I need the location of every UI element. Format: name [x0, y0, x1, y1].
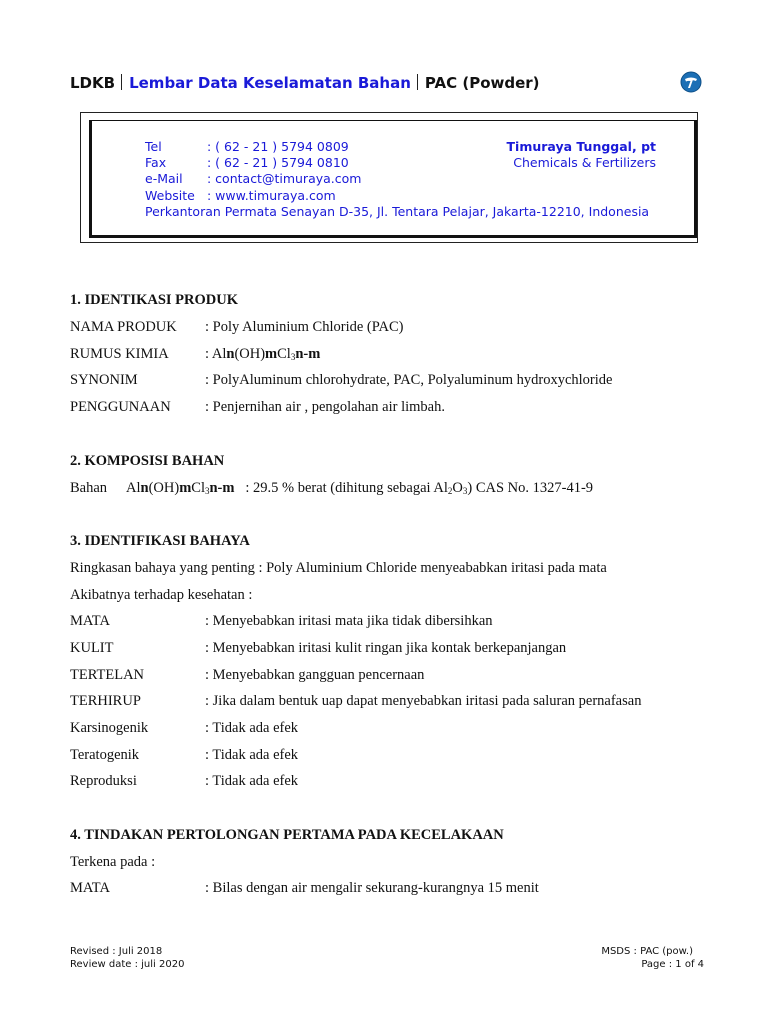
- row-value: : PolyAluminum chlorohydrate, PAC, Polyaluminum hydroxychloride: [205, 372, 613, 388]
- header-separator: [417, 74, 418, 90]
- row-key: TERTELAN: [70, 667, 145, 683]
- document-title: Lembar Data Keselamatan Bahan: [129, 74, 411, 92]
- row-value: : Menyebabkan gangguan pencernaan: [205, 667, 425, 683]
- row-value: : Poly Aluminium Chloride (PAC): [205, 319, 404, 335]
- row-key: KULIT: [70, 640, 114, 656]
- row-value: : Jika dalam bentuk uap dapat menyebabkan iritasi pada saluran pernafasan: [205, 693, 642, 709]
- company-tagline: Chemicals & Fertilizers: [513, 155, 656, 170]
- row-key: Teratogenik: [70, 747, 140, 763]
- row-value: : Tidak ada efek: [205, 720, 299, 736]
- contact-email: [145, 171, 361, 186]
- website-label: Website: [145, 188, 195, 203]
- chemical-formula: : Aln(OH)mCl$_3$n-m: [205, 346, 321, 362]
- row-key: Karsinogenik: [70, 720, 149, 736]
- section-4-intro: Terkena pada :: [70, 854, 156, 870]
- composition-value: Aln(OH)mCl$_3$n-m : 29.5 % berat (dihitung sebagai $Al_2O_3$) CAS No. 1327-41-9: [126, 480, 594, 496]
- company-name: Timuraya Tunggal, pt: [506, 139, 656, 154]
- footer-review-date: Review date : juli 2020: [70, 959, 185, 970]
- contact-fax: [145, 155, 349, 170]
- row-key: Reproduksi: [70, 773, 137, 789]
- contact-tel: [145, 139, 349, 154]
- row-key: MATA: [70, 880, 110, 896]
- hazard-summary: Ringkasan bahaya yang penting : Poly Aluminium Chloride menyeababkan iritasi pada mata: [70, 560, 607, 576]
- row-key: SYNONIM: [70, 372, 138, 388]
- section-1-title: 1. IDENTIKASI PRODUK: [70, 292, 238, 308]
- section-4-title: 4. TINDAKAN PERTOLONGAN PERTAMA PADA KECELAKAAN: [70, 827, 504, 843]
- contact-address: Perkantoran Permata Senayan D-35, Jl. Tentara Pelajar, Jakarta-12210, Indonesia: [145, 204, 650, 219]
- timuraya-logo-icon: [680, 71, 702, 93]
- fax-value: : ( 62 - 21 ) 5794 0810: [207, 155, 349, 170]
- footer-revised: Revised : Juli 2018: [70, 946, 163, 957]
- row-value: : Tidak ada efek: [205, 747, 299, 763]
- row-key: TERHIRUP: [70, 693, 141, 709]
- header-separator: [121, 74, 122, 90]
- row-key: NAMA PRODUK: [70, 319, 177, 335]
- bahan-label: Bahan: [70, 480, 108, 496]
- row-key: RUMUS KIMIA: [70, 346, 169, 362]
- email-value[interactable]: : contact@timuraya.com: [207, 171, 362, 186]
- fax-label: Fax: [145, 155, 167, 170]
- tel-value: : ( 62 - 21 ) 5794 0809: [207, 139, 349, 154]
- contact-website: [145, 188, 336, 203]
- health-effects-heading: Akibatnya terhadap kesehatan :: [70, 587, 253, 603]
- section-3-title: 3. IDENTIFIKASI BAHAYA: [70, 533, 250, 549]
- row-value: : Penjernihan air , pengolahan air limbah.: [205, 399, 445, 415]
- document-header: [70, 74, 540, 92]
- row-value: : Menyebabkan iritasi kulit ringan jika kontak berkepanjangan: [205, 640, 567, 656]
- website-value[interactable]: : www.timuraya.com: [207, 188, 336, 203]
- row-value: : Menyebabkan iritasi mata jika tidak dibersihkan: [205, 613, 493, 629]
- product-label: PAC (Powder): [424, 74, 540, 92]
- row-value: : Bilas dengan air mengalir sekurang-kurangnya 15 menit: [205, 880, 539, 896]
- footer-msds: MSDS : PAC (pow.): [601, 946, 693, 957]
- footer-page-number: Page : 1 of 4: [641, 959, 704, 970]
- row-key: MATA: [70, 613, 110, 629]
- email-label: e-Mail: [145, 171, 183, 186]
- row-value: : Tidak ada efek: [205, 773, 299, 789]
- row-key: PENGGUNAAN: [70, 399, 171, 415]
- section-2-title: 2. KOMPOSISI BAHAN: [70, 453, 225, 469]
- tel-label: Tel: [145, 139, 162, 154]
- ldkb-label: LDKB: [70, 74, 116, 92]
